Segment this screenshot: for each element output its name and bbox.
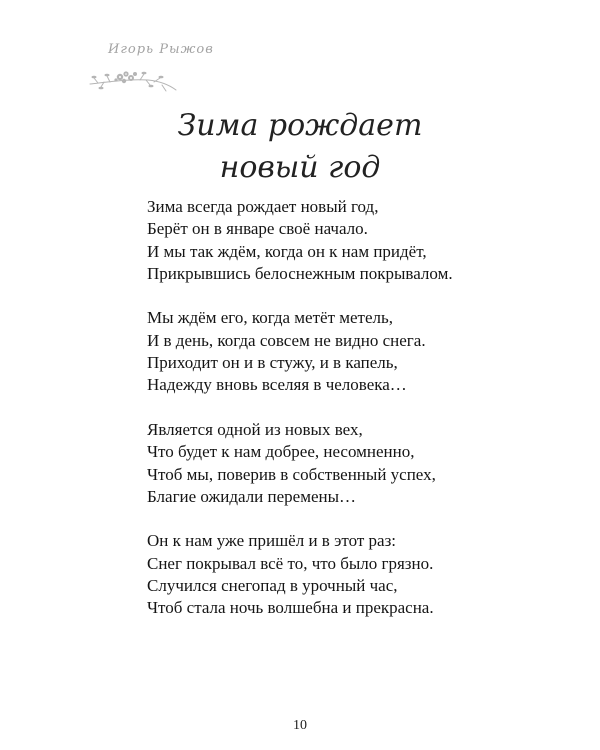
author-name: Игорь Рыжов xyxy=(108,42,214,57)
poem-line: Он к нам уже пришёл и в этот раз: xyxy=(147,531,397,551)
poem-line: Приходит он и в стужу, и в капель, xyxy=(147,353,398,373)
poem-title-line-2: новый год xyxy=(219,150,381,185)
poem-line: Чтоб стала ночь волшебна и прекрасна. xyxy=(147,598,434,618)
stanza-4 xyxy=(147,530,547,619)
poem-line: Снег покрывал всё то, что было грязно. xyxy=(147,553,434,573)
poem-title-line-1: Зима рождает xyxy=(177,108,423,143)
poem-line: И в день, когда совсем не видно снега. xyxy=(147,330,426,350)
poem-line: И мы так ждём, когда он к нам придёт, xyxy=(147,241,427,261)
poem-line: Что будет к нам добрее, несомненно, xyxy=(147,442,415,462)
stanza-3 xyxy=(147,419,547,508)
page-number: 10 xyxy=(293,718,307,733)
poem-line: Чтоб мы, поверив в собственный успех, xyxy=(147,464,436,484)
poem-line: Благие ожидали перемены… xyxy=(147,486,357,506)
poem-line: Мы ждём его, когда метёт метель, xyxy=(147,308,394,328)
stanza-2 xyxy=(147,307,547,396)
floral-sprig-icon xyxy=(88,62,178,96)
running-header xyxy=(88,38,214,98)
poem-body xyxy=(147,196,547,642)
stanza-1 xyxy=(147,196,547,285)
poem-title xyxy=(0,105,600,189)
poem-line: Зима всегда рождает новый год, xyxy=(147,197,379,216)
poem-line: Случился снегопад в урочный час, xyxy=(147,576,398,596)
poem-line: Надежду вновь вселяя в человека… xyxy=(147,375,407,395)
poem-line: Является одной из новых вех, xyxy=(147,419,363,439)
poem-line: Берёт он в январе своё начало. xyxy=(147,219,368,239)
poem-line: Прикрывшись белоснежным покрывалом. xyxy=(147,263,453,283)
